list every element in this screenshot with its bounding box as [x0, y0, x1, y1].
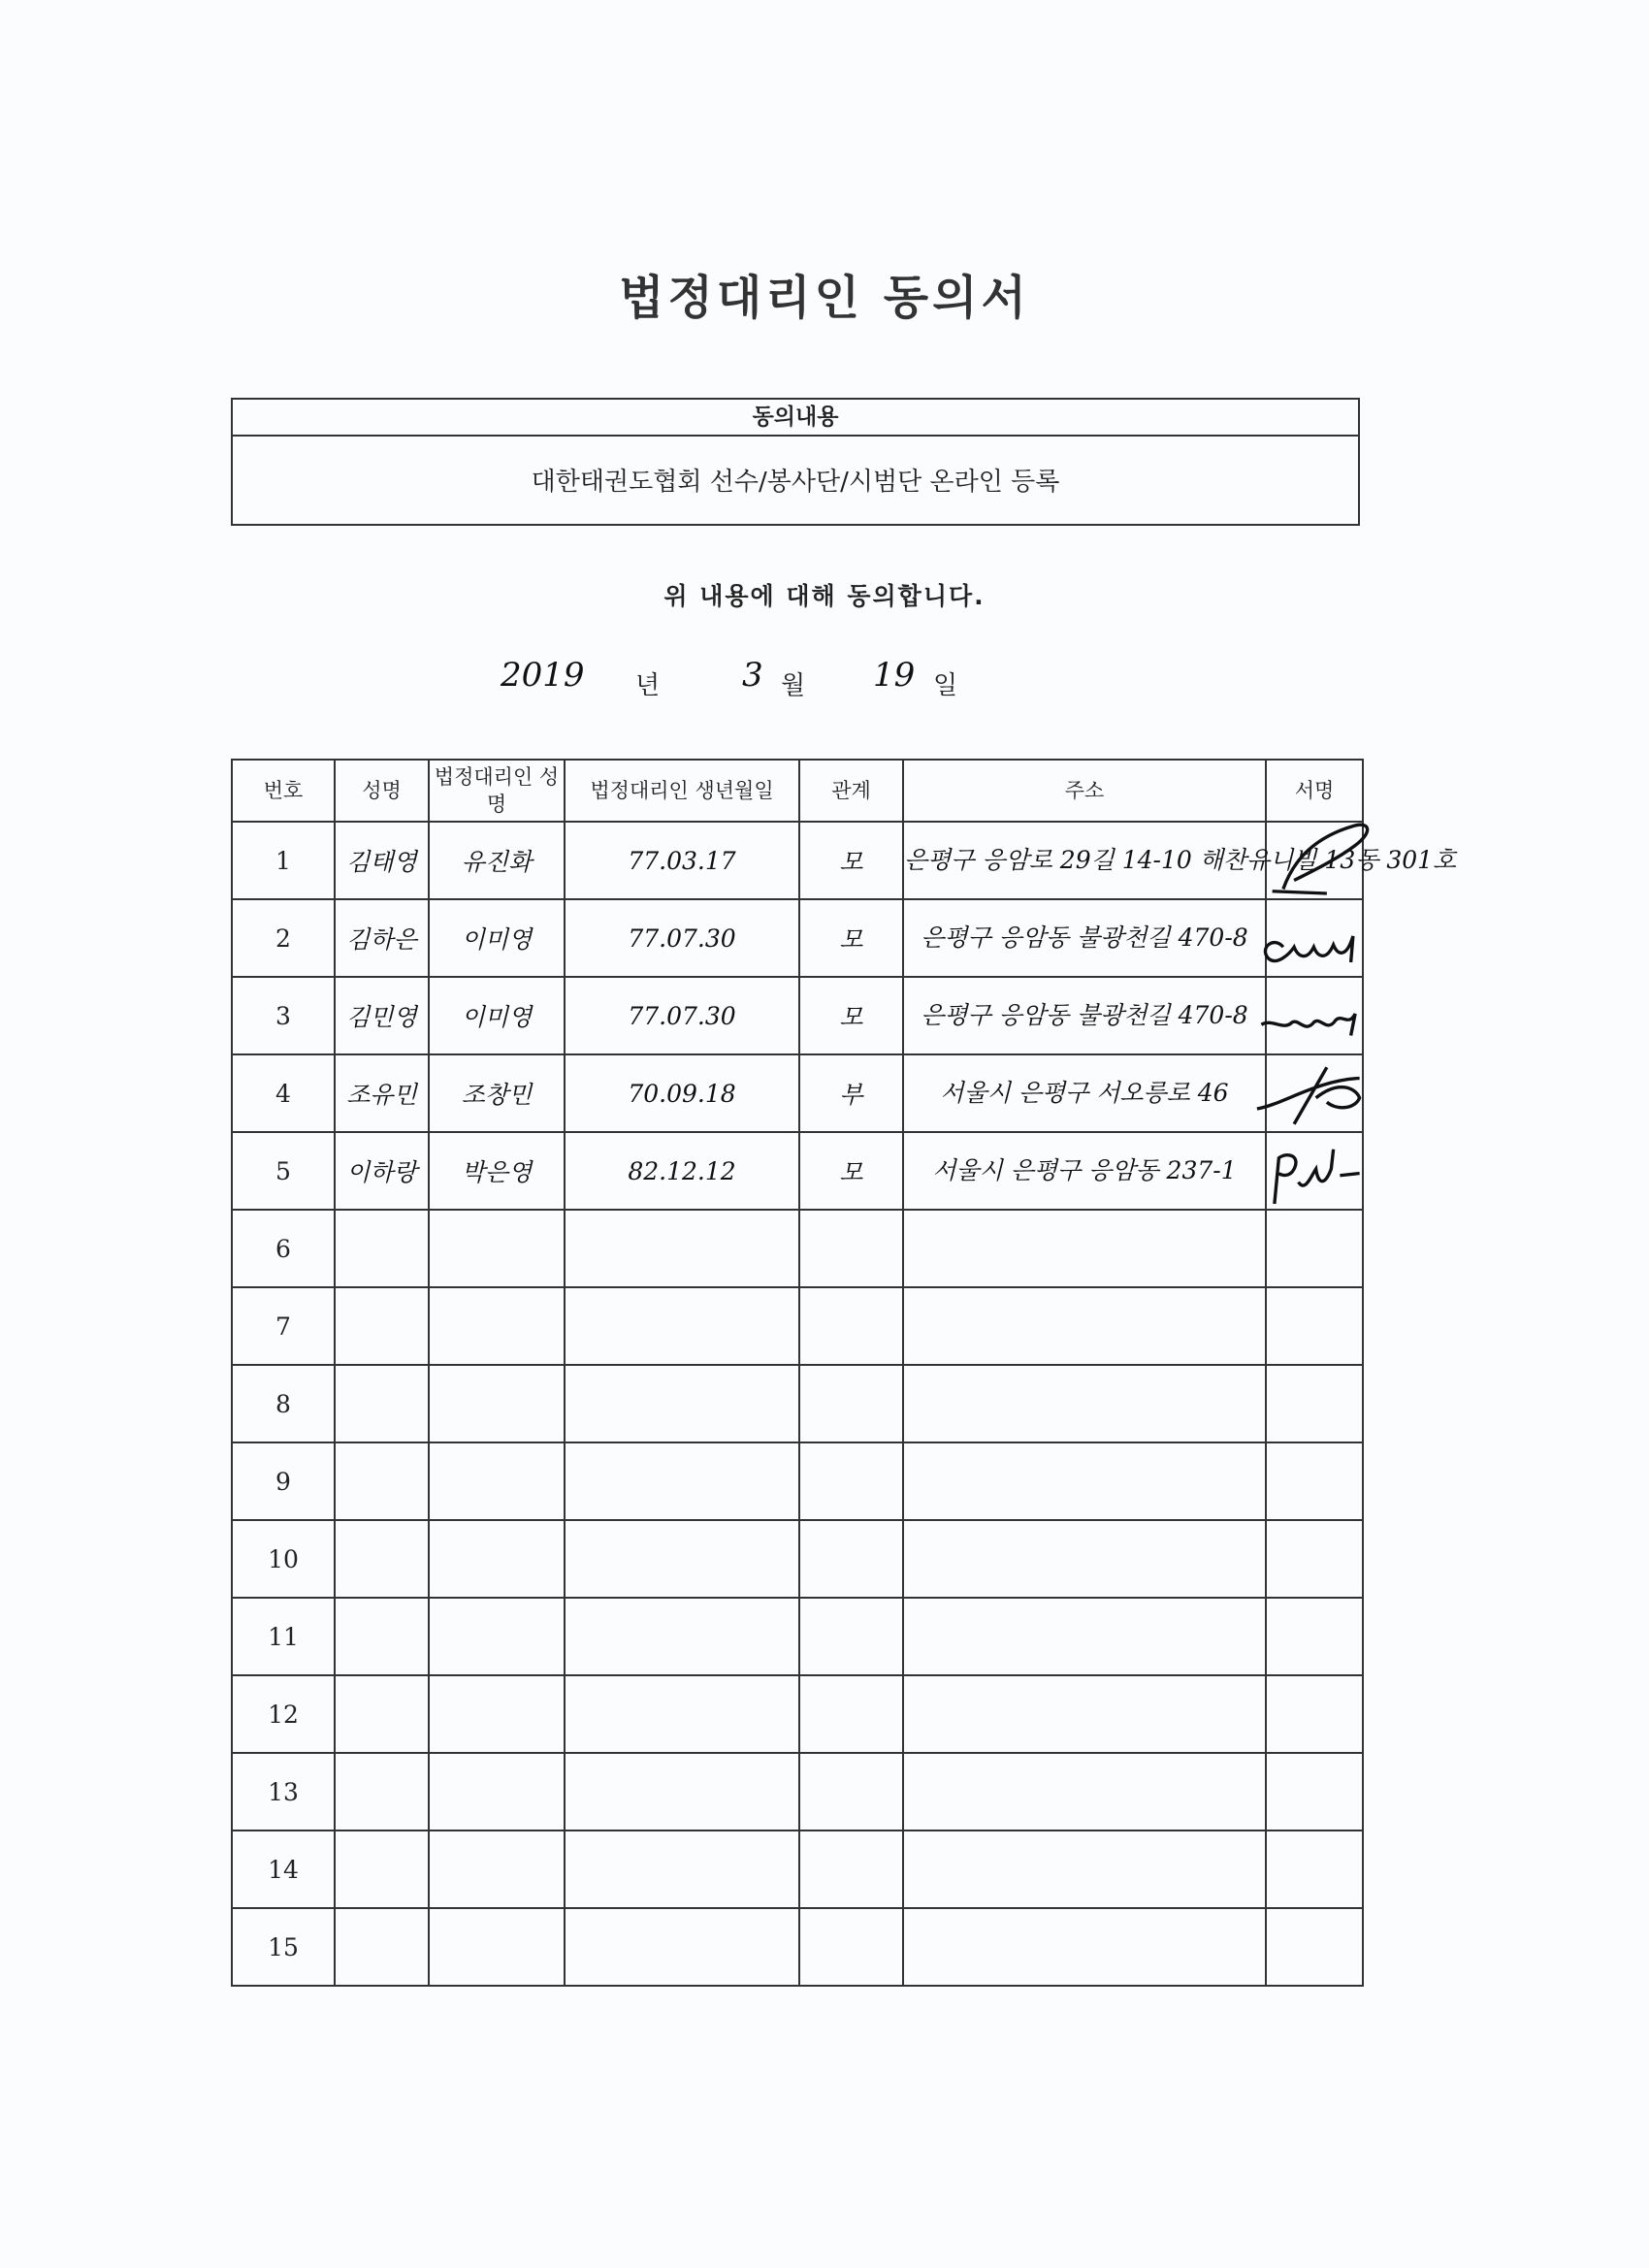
- row-guardian-birth: [565, 1598, 799, 1675]
- row-relation: [799, 1753, 903, 1831]
- row-guardian-birth: [565, 1520, 799, 1598]
- date-year-unit: 년: [635, 671, 661, 700]
- handwritten-signature: [1247, 970, 1374, 1057]
- row-guardian-name: 이미영: [429, 977, 565, 1054]
- row-relation: 모: [799, 977, 903, 1054]
- row-signature: [1266, 1365, 1363, 1442]
- row-signature: [1266, 1132, 1363, 1210]
- handwritten-signature: [1247, 1048, 1374, 1135]
- row-relation: 모: [799, 822, 903, 899]
- consent-heading: 동의내용: [233, 400, 1358, 437]
- row-guardian-name: 박은영: [429, 1132, 565, 1210]
- row-number: 2: [232, 899, 335, 977]
- row-signature: [1266, 1287, 1363, 1365]
- row-guardian-name: 유진화: [429, 822, 565, 899]
- row-address: 서울시 은평구 응암동 237-1: [903, 1132, 1266, 1210]
- table-row: [232, 1365, 1363, 1442]
- row-relation: [799, 1831, 903, 1908]
- row-guardian-birth: 77.03.17: [565, 822, 799, 899]
- row-number: 3: [232, 977, 335, 1054]
- row-number: 5: [232, 1132, 335, 1210]
- row-relation: [799, 1442, 903, 1520]
- date-day: 19: [873, 656, 916, 695]
- header-address: 주소: [903, 760, 1266, 822]
- row-address: [903, 1598, 1266, 1675]
- row-number: 8: [232, 1365, 335, 1442]
- row-number: 10: [232, 1520, 335, 1598]
- row-signature: [1266, 1598, 1363, 1675]
- row-signature: [1266, 1908, 1363, 1986]
- row-relation: [799, 1598, 903, 1675]
- row-guardian-name: 조창민: [429, 1054, 565, 1132]
- row-name: [335, 1520, 429, 1598]
- table-row: [232, 1442, 1363, 1520]
- row-name: 이하랑: [335, 1132, 429, 1210]
- row-relation: [799, 1287, 903, 1365]
- guardian-table: [231, 759, 1457, 1987]
- row-guardian-name: [429, 1520, 565, 1598]
- table-row: [232, 1831, 1363, 1908]
- row-number: 11: [232, 1598, 335, 1675]
- table-row: [232, 1908, 1363, 1986]
- row-guardian-name: [429, 1753, 565, 1831]
- table-row: [232, 1287, 1363, 1365]
- row-name: [335, 1365, 429, 1442]
- row-guardian-name: [429, 1908, 565, 1986]
- handwritten-signature: [1247, 1125, 1374, 1213]
- row-relation: 모: [799, 1132, 903, 1210]
- table-row: [232, 1753, 1363, 1831]
- row-address: 은평구 응암동 불광천길 470-8: [903, 977, 1266, 1054]
- row-name: [335, 1675, 429, 1753]
- row-guardian-birth: [565, 1287, 799, 1365]
- row-number: 1: [232, 822, 335, 899]
- row-address: 은평구 응암동 불광천길 470-8: [903, 899, 1266, 977]
- row-address: 은평구 응암로 29길 14-10 해찬유니빌 13동 301호: [903, 822, 1266, 899]
- header-relation: 관계: [799, 760, 903, 822]
- row-signature: [1266, 1831, 1363, 1908]
- table-row: [232, 1598, 1363, 1675]
- header-name: 성명: [335, 760, 429, 822]
- table-row: [232, 899, 1363, 977]
- row-address: [903, 1908, 1266, 1986]
- row-guardian-birth: [565, 1908, 799, 1986]
- row-guardian-name: [429, 1598, 565, 1675]
- row-guardian-name: [429, 1365, 565, 1442]
- header-guardian-name: 법정대리인 성명: [429, 760, 565, 822]
- row-guardian-birth: [565, 1365, 799, 1442]
- handwritten-signature: [1247, 892, 1374, 980]
- row-guardian-name: [429, 1442, 565, 1520]
- row-signature: [1266, 1442, 1363, 1520]
- row-guardian-birth: [565, 1210, 799, 1287]
- row-guardian-name: [429, 1831, 565, 1908]
- row-guardian-name: 이미영: [429, 899, 565, 977]
- row-guardian-birth: [565, 1675, 799, 1753]
- row-address: [903, 1442, 1266, 1520]
- row-signature: [1266, 1210, 1363, 1287]
- row-guardian-name: [429, 1287, 565, 1365]
- row-name: 김하은: [335, 899, 429, 977]
- row-name: [335, 1831, 429, 1908]
- row-number: 14: [232, 1831, 335, 1908]
- agreement-statement: 위 내용에 대해 동의합니다.: [663, 582, 986, 610]
- row-name: 김태영: [335, 822, 429, 899]
- row-relation: [799, 1908, 903, 1986]
- table-row: [232, 1210, 1363, 1287]
- date-month: 3: [742, 656, 763, 695]
- row-number: 15: [232, 1908, 335, 1986]
- row-name: 김민영: [335, 977, 429, 1054]
- row-guardian-name: [429, 1675, 565, 1753]
- row-signature: [1266, 822, 1363, 899]
- date-line: [495, 652, 1077, 710]
- header-number: 번호: [232, 760, 335, 822]
- row-number: 13: [232, 1753, 335, 1831]
- row-relation: [799, 1365, 903, 1442]
- document-title: 법정대리인 동의서: [619, 271, 1030, 325]
- row-name: [335, 1908, 429, 1986]
- table-header-row: [232, 760, 1363, 822]
- header-guardian-birth: 법정대리인 생년월일: [565, 760, 799, 822]
- date-day-unit: 일: [933, 671, 958, 700]
- table-row: [232, 822, 1363, 899]
- row-address: [903, 1831, 1266, 1908]
- handwritten-signature: [1247, 815, 1374, 902]
- row-relation: [799, 1210, 903, 1287]
- row-relation: 부: [799, 1054, 903, 1132]
- row-name: [335, 1598, 429, 1675]
- consent-content: 대한태권도협회 선수/봉사단/시범단 온라인 등록: [531, 468, 1060, 497]
- table-row: [232, 1054, 1363, 1132]
- row-address: [903, 1520, 1266, 1598]
- row-signature: [1266, 1675, 1363, 1753]
- row-guardian-birth: 70.09.18: [565, 1054, 799, 1132]
- row-number: 9: [232, 1442, 335, 1520]
- row-relation: [799, 1520, 903, 1598]
- row-guardian-birth: 77.07.30: [565, 977, 799, 1054]
- consent-box: [231, 398, 1360, 526]
- row-number: 12: [232, 1675, 335, 1753]
- row-address: [903, 1287, 1266, 1365]
- row-name: [335, 1287, 429, 1365]
- table-row: [232, 1675, 1363, 1753]
- row-name: [335, 1442, 429, 1520]
- row-address: [903, 1210, 1266, 1287]
- row-guardian-birth: [565, 1831, 799, 1908]
- row-address: 서울시 은평구 서오릉로 46: [903, 1054, 1266, 1132]
- row-signature: [1266, 1753, 1363, 1831]
- row-guardian-birth: 77.07.30: [565, 899, 799, 977]
- header-signature: 서명: [1266, 760, 1363, 822]
- table-row: [232, 977, 1363, 1054]
- row-guardian-name: [429, 1210, 565, 1287]
- row-address: [903, 1675, 1266, 1753]
- row-guardian-birth: [565, 1442, 799, 1520]
- row-signature: [1266, 1054, 1363, 1132]
- date-year: 2019: [501, 656, 585, 695]
- row-guardian-birth: 82.12.12: [565, 1132, 799, 1210]
- row-name: [335, 1753, 429, 1831]
- row-number: 4: [232, 1054, 335, 1132]
- row-number: 7: [232, 1287, 335, 1365]
- row-name: 조유민: [335, 1054, 429, 1132]
- row-relation: [799, 1675, 903, 1753]
- row-signature: [1266, 899, 1363, 977]
- row-name: [335, 1210, 429, 1287]
- row-signature: [1266, 977, 1363, 1054]
- row-guardian-birth: [565, 1753, 799, 1831]
- date-month-unit: 월: [781, 671, 806, 700]
- row-address: [903, 1753, 1266, 1831]
- row-relation: 모: [799, 899, 903, 977]
- row-signature: [1266, 1520, 1363, 1598]
- row-address: [903, 1365, 1266, 1442]
- table-row: [232, 1520, 1363, 1598]
- row-number: 6: [232, 1210, 335, 1287]
- table-row: [232, 1132, 1363, 1210]
